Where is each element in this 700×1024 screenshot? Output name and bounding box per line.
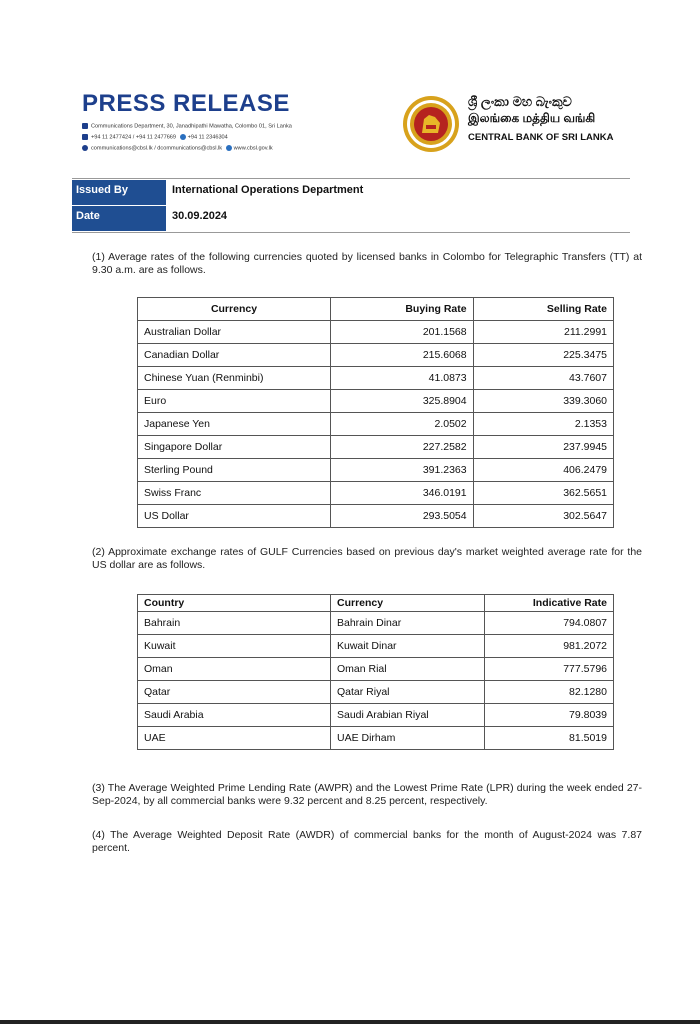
table-header-row (138, 595, 614, 612)
column-header: Country (138, 595, 331, 612)
table-row (138, 704, 614, 727)
table-cell: Singapore Dollar (138, 436, 331, 459)
globe-icon (226, 145, 232, 151)
table-cell: 302.5647 (473, 505, 613, 528)
bank-name-english: CENTRAL BANK OF SRI LANKA (468, 132, 614, 143)
table-cell: 339.3060 (473, 390, 613, 413)
table-cell: Kuwait (138, 635, 331, 658)
column-header: Selling Rate (473, 298, 613, 321)
table-row (138, 612, 614, 635)
table-cell: 346.0191 (331, 482, 474, 505)
table-cell: Japanese Yen (138, 413, 331, 436)
email-text[interactable]: communications@cbsl.lk / dcommunications@cbsl.lk (91, 145, 223, 152)
table-cell: Australian Dollar (138, 321, 331, 344)
table-cell: 406.2479 (473, 459, 613, 482)
column-header: Buying Rate (331, 298, 474, 321)
table-cell: 777.5796 (485, 658, 614, 681)
address-text: Communications Department, 30, Janadhipathi Mawatha, Colombo 01, Sri Lanka (91, 123, 292, 130)
gulf-rates-body (138, 612, 614, 750)
table-cell: 79.8039 (485, 704, 614, 727)
table-cell: 43.7607 (473, 367, 613, 390)
section-1-text: (1) Average rates of the following currencies quoted by licensed banks in Colombo for Telegraphic Transfers (TT) at 9.30 a.m. are as follows. (92, 251, 642, 276)
web-line (82, 145, 273, 151)
table-row (138, 727, 614, 750)
website-text[interactable]: www.cbsl.gov.lk (233, 145, 273, 152)
building-icon (82, 123, 88, 129)
table-cell: Qatar Riyal (331, 681, 485, 704)
issue-info (72, 180, 630, 232)
table-row (138, 459, 614, 482)
fax-text: +94 11 2346304 (187, 134, 228, 141)
tt-rates-body (138, 321, 614, 528)
table-row (138, 482, 614, 505)
table-row (138, 635, 614, 658)
date-row (72, 206, 630, 231)
table-cell: 211.2991 (473, 321, 613, 344)
gulf-rates-table (137, 594, 614, 750)
table-row (138, 344, 614, 367)
table-cell: US Dollar (138, 505, 331, 528)
section-4-text: (4) The Average Weighted Deposit Rate (AWDR) of commercial banks for the month of August-2024 was 7.87 percent. (92, 829, 642, 854)
email-icon (82, 145, 88, 151)
table-cell: 225.3475 (473, 344, 613, 367)
table-cell: 981.2072 (485, 635, 614, 658)
table-cell: Saudi Arabian Riyal (331, 704, 485, 727)
issued-by-value: International Operations Department (172, 184, 364, 196)
table-cell: UAE (138, 727, 331, 750)
table-cell: 81.5019 (485, 727, 614, 750)
table-cell: 2.0502 (331, 413, 474, 436)
column-header: Indicative Rate (485, 595, 614, 612)
table-cell: 2.1353 (473, 413, 613, 436)
column-header: Currency (138, 298, 331, 321)
table-cell: Saudi Arabia (138, 704, 331, 727)
table-cell: Bahrain Dinar (331, 612, 485, 635)
table-cell: 325.8904 (331, 390, 474, 413)
issued-by-row (72, 180, 630, 205)
table-cell: 201.1568 (331, 321, 474, 344)
table-cell: 293.5054 (331, 505, 474, 528)
table-row (138, 413, 614, 436)
table-row (138, 321, 614, 344)
column-header: Currency (331, 595, 485, 612)
table-cell: 82.1280 (485, 681, 614, 704)
table-row (138, 367, 614, 390)
table-row (138, 658, 614, 681)
date-value: 30.09.2024 (172, 210, 228, 222)
issued-by-label: Issued By (72, 180, 166, 205)
tt-rates-table (137, 297, 614, 528)
table-cell: 391.2363 (331, 459, 474, 482)
table-cell: Canadian Dollar (138, 344, 331, 367)
bank-name-sinhala: ශ්‍රී ලංකා මහ බැංකුව (468, 94, 572, 109)
date-label: Date (72, 206, 166, 231)
section-3-text: (3) The Average Weighted Prime Lending Rate (AWPR) and the Lowest Prime Rate (LPR) during the week ended 27-Sep-2024, by all commercial banks were 9.32 percent and 8.25 percent, respectively. (92, 782, 642, 807)
table-cell: Euro (138, 390, 331, 413)
table-cell: Bahrain (138, 612, 331, 635)
table-row (138, 436, 614, 459)
page-title: PRESS RELEASE (82, 90, 290, 117)
table-cell: Swiss Franc (138, 482, 331, 505)
table-row (138, 390, 614, 413)
table-cell: 41.0873 (331, 367, 474, 390)
table-header-row (138, 298, 614, 321)
table-cell: UAE Dirham (331, 727, 485, 750)
table-cell: Chinese Yuan (Renminbi) (138, 367, 331, 390)
table-cell: 362.5651 (473, 482, 613, 505)
table-cell: Sterling Pound (138, 459, 331, 482)
table-cell: 237.9945 (473, 436, 613, 459)
table-cell: Qatar (138, 681, 331, 704)
letterhead (82, 90, 622, 160)
table-cell: Oman Rial (331, 658, 485, 681)
address-line (82, 123, 292, 129)
table-row (138, 505, 614, 528)
table-cell: 794.0807 (485, 612, 614, 635)
table-cell: 215.6068 (331, 344, 474, 367)
section-2-text: (2) Approximate exchange rates of GULF Currencies based on previous day's market weighted average rate for the US dollar are as follows. (92, 546, 642, 571)
divider (72, 178, 630, 179)
fax-icon (180, 134, 186, 140)
phone-line (82, 134, 228, 140)
bank-name-block (468, 94, 628, 143)
footer-bar (0, 1020, 700, 1024)
cbsl-seal-logo (402, 95, 460, 153)
bank-name-tamil: இலங்கை மத்திய வங்கி (468, 111, 596, 125)
table-cell: Oman (138, 658, 331, 681)
phone-icon (82, 134, 88, 140)
table-cell: Kuwait Dinar (331, 635, 485, 658)
phone-text: +94 11 2477424 / +94 11 2477669 (91, 134, 177, 141)
table-cell: 227.2582 (331, 436, 474, 459)
divider (72, 232, 630, 233)
table-row (138, 681, 614, 704)
